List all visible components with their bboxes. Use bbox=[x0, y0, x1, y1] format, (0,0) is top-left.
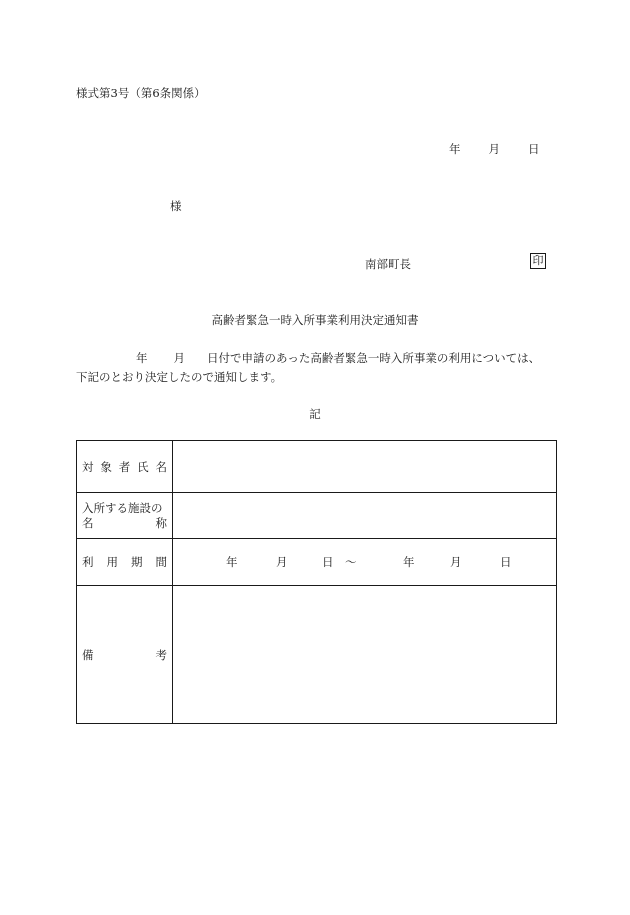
row-facility bbox=[77, 493, 557, 539]
label-char: 用 bbox=[106, 555, 118, 569]
ki-heading: 記 bbox=[309, 407, 321, 421]
form-number: 様式第3号（第6条関係） bbox=[76, 86, 206, 100]
body-line-1 bbox=[76, 350, 540, 366]
date-year: 年 bbox=[449, 142, 461, 156]
label-period-text bbox=[82, 554, 167, 570]
label-char: 対 bbox=[82, 459, 94, 474]
label-char: 象 bbox=[100, 459, 112, 474]
period-start-year: 年 bbox=[226, 555, 238, 569]
label-facility-line-2 bbox=[82, 516, 167, 531]
label-subject-name bbox=[77, 441, 173, 493]
label-char: 者 bbox=[118, 459, 131, 474]
date-month: 月 bbox=[488, 142, 500, 156]
recipient-suffix: 様 bbox=[170, 199, 182, 213]
label-period bbox=[77, 539, 173, 586]
label-char: 氏 bbox=[137, 459, 149, 474]
label-facility-line-1: 入所する施設の bbox=[82, 500, 163, 515]
body-month: 月 bbox=[173, 351, 185, 365]
label-remarks-text bbox=[82, 647, 167, 663]
seal-mark: 印 bbox=[530, 253, 546, 269]
label-facility bbox=[77, 493, 173, 539]
value-subject-name[interactable] bbox=[173, 441, 557, 493]
period-end-month: 月 bbox=[450, 555, 462, 569]
label-char: 考 bbox=[155, 647, 167, 662]
period-end-year: 年 bbox=[403, 555, 415, 569]
issuer-name: 南部町長 bbox=[365, 257, 411, 271]
period-fields bbox=[173, 539, 556, 585]
value-period[interactable] bbox=[173, 539, 557, 586]
period-tilde: ～ bbox=[345, 555, 357, 569]
row-remarks bbox=[77, 586, 557, 724]
period-start-month: 月 bbox=[276, 555, 288, 569]
period-end-day: 日 bbox=[500, 555, 512, 569]
value-remarks[interactable] bbox=[173, 586, 557, 724]
value-facility[interactable] bbox=[173, 493, 557, 539]
body-year: 年 bbox=[136, 351, 148, 365]
body-line-2: 下記のとおり決定したので通知します。 bbox=[76, 370, 283, 384]
body-line-1-text: 日付で申請のあった高齢者緊急一時入所事業の利用については、 bbox=[207, 351, 541, 365]
label-char: 名 bbox=[82, 515, 94, 530]
document-title: 高齢者緊急一時入所事業利用決定通知書 bbox=[211, 313, 419, 327]
label-char: 称 bbox=[155, 515, 167, 530]
label-char: 間 bbox=[155, 555, 167, 569]
label-char: 期 bbox=[131, 555, 143, 569]
date-day: 日 bbox=[528, 142, 540, 156]
row-period bbox=[77, 539, 557, 586]
details-table bbox=[76, 440, 557, 724]
label-char: 備 bbox=[82, 647, 94, 662]
label-char: 利 bbox=[82, 555, 94, 569]
label-char: 名 bbox=[155, 459, 167, 474]
period-start-day: 日 bbox=[322, 555, 334, 569]
label-subject-name-text bbox=[82, 459, 167, 475]
row-name bbox=[77, 441, 557, 493]
issue-date bbox=[449, 141, 540, 157]
label-remarks bbox=[77, 586, 173, 724]
